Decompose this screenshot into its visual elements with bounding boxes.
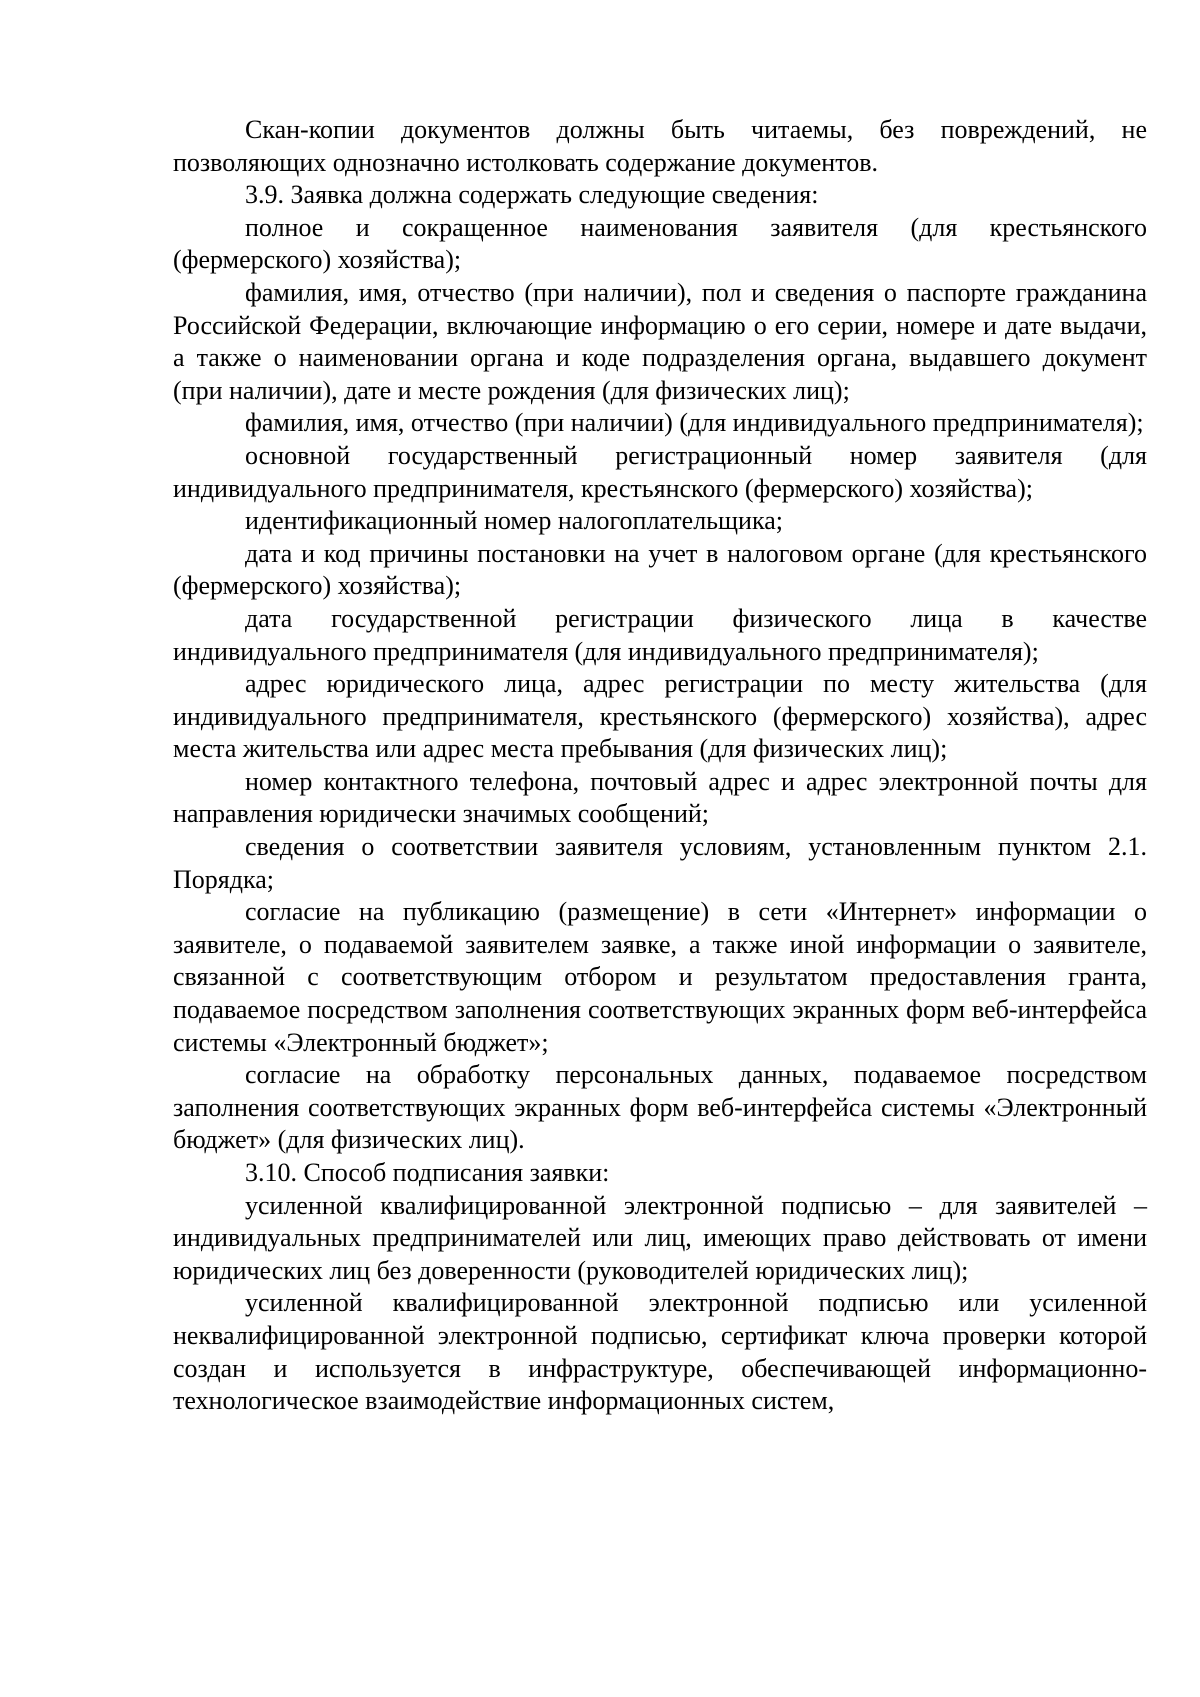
paragraph-passport-info: фамилия, имя, отчество (при наличии), пол и сведения о паспорте гражданина Российской Федерации, включающие информацию о его серии, номере и дате выдачи, а также о наименовании органа и коде подразделения органа, выдавшего документ (при наличии), дате и месте рождения (для физических лиц);: [173, 277, 1147, 405]
paragraph-inn: идентификационный номер налогоплательщика;: [245, 506, 783, 536]
paragraph-scan-copies: Скан-копии документов должны быть читаемы, без повреждений, не позволяющих однозначно истолковать содержание документов.: [173, 115, 1147, 177]
paragraph-compliance: сведения о соответствии заявителя условиям, установленным пунктом 2.1. Порядка;: [173, 832, 1147, 894]
paragraph-ogrn: основной государственный регистрационный номер заявителя (для индивидуального предпринимателя, крестьянского (фермерского) хозяйства);: [173, 440, 1147, 503]
paragraph-address: адрес юридического лица, адрес регистрации по месту жительства (для индивидуального предпринимателя, крестьянского (фермерского) хозяйства), адрес места жительства или адрес места пребывания (для физических лиц);: [173, 669, 1147, 764]
paragraph-qualified-signature: усиленной квалифицированной электронной подписью – для заявителей – индивидуальных предпринимателей или лиц, имеющих право действовать от имени юридических лиц без доверенности (руководителей юридических лиц);: [173, 1190, 1147, 1285]
paragraph-entrepreneur-name: фамилия, имя, отчество (при наличии) (для индивидуального предпринимателя);: [245, 408, 1144, 438]
paragraph-registration-date: дата государственной регистрации физического лица в качестве индивидуального предпринимателя (для индивидуального предпринимателя);: [173, 603, 1147, 666]
paragraph-section-3-9: 3.9. Заявка должна содержать следующие сведения:: [245, 180, 819, 210]
paragraph-unqualified-signature: усиленной квалифицированной электронной подписью или усиленной неквалифицированной электронной подписью, сертификат ключа проверки которой создан и используется в инфраструктуре, обеспечивающей информационно-технологическое взаимодействие информационных систем,: [173, 1288, 1147, 1416]
paragraph-section-3-10: 3.10. Способ подписания заявки:: [245, 1158, 610, 1187]
document-page: [173, 114, 1147, 1418]
paragraph-publication-consent: согласие на публикацию (размещение) в сети «Интернет» информации о заявителе, о подаваемой заявителем заявке, а также иной информации о заявителе, связанной с соответствующим отбором и результатом предоставления гранта, подаваемое посредством заполнения соответствующих экранных форм веб-интерфейса системы «Электронный бюджет»;: [173, 897, 1147, 1057]
paragraph-contacts: номер контактного телефона, почтовый адрес и адрес электронной почты для направления юридически значимых сообщений;: [173, 766, 1147, 829]
paragraph-personal-data-consent: согласие на обработку персональных данных, подаваемое посредством заполнения соответствующих экранных форм веб-интерфейса системы «Электронный бюджет» (для физических лиц).: [173, 1060, 1147, 1155]
paragraph-full-name: полное и сокращенное наименования заявителя (для крестьянского (фермерского) хозяйства);: [173, 212, 1147, 275]
paragraph-kpp: дата и код причины постановки на учет в налоговом органе (для крестьянского (фермерского) хозяйства);: [173, 538, 1147, 601]
